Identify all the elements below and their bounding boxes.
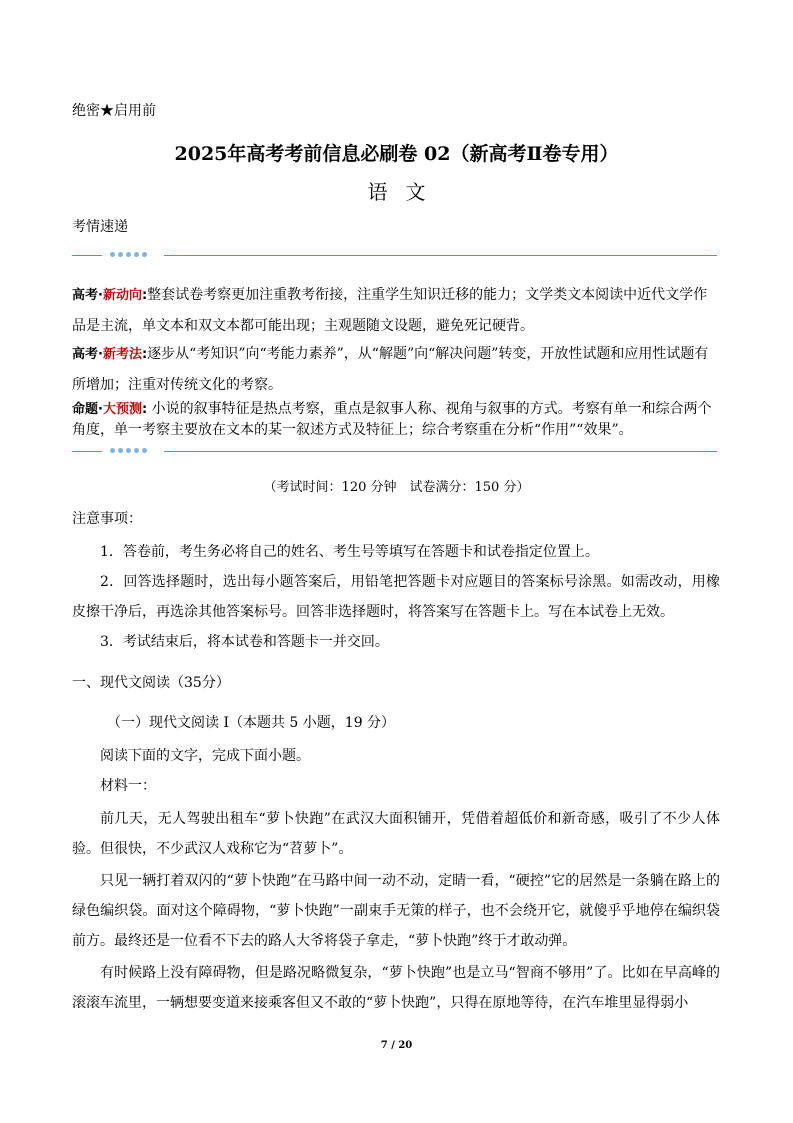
reading-instruction: 阅读下面的文字，完成下面小题。	[100, 748, 310, 764]
material-paragraph-1: 前几天，无人驾驶出租车“萝卜快跑”在武汉大面积铺开，凭借着超低价和新奇感，吸引了不少人体验。但很快，不少武汉人戏称它为“苕萝卜”。	[72, 811, 720, 857]
page-number: 7 / 20	[380, 1040, 413, 1051]
divider-top	[72, 250, 717, 262]
material-label: 材料一：	[100, 778, 156, 794]
notice-item-2: 2．回答选择题时，选出每小题答案后，用铅笔把答题卡对应题目的答案标号涂黑。如需改动，用橡皮擦干净后，再选涂其他答案标号。回答非选择题时，将答案写在答题卡上。写在本试卷上无效。	[72, 574, 720, 620]
paper-title: 2025年高考考前信息必刷卷 02（新高考Ⅱ卷专用）	[174, 143, 619, 165]
subsection-title: （一）现代文阅读 I（本题共 5 小题，19 分）	[107, 715, 396, 731]
kaoqing-heading: 考情速递	[72, 219, 128, 235]
kaoqing-item-2: 高考·新考法:逐步从“考知识”向“考能力素养”，从“解题”向“解决问题”转变，开放性试题和应用性试题有所增加；注重对传统文化的考察。	[72, 346, 709, 393]
kaoqing-item-3: 命题·大预测: 小说的叙事特征是热点考察，重点是叙事人称、视角与叙事的方式。考察有单一和综合两个角度，单一考察主要放在文本的某一叙述方式及特征上；综合考察重在分析“作用”“效果”。	[72, 401, 712, 438]
notice-heading: 注意事项：	[72, 511, 142, 527]
divider-bottom	[72, 446, 717, 458]
material-paragraph-3: 有时候路上没有障碍物，但是路况略微复杂，“萝卜快跑”也是立马“智商不够用”了。比如在早高峰的滚滚车流里，一辆想要变道来接乘客但又不敢的“萝卜快跑”，只得在原地等待，在汽车堆里显得弱小	[72, 965, 720, 1011]
notice-item-3: 3．考试结束后，将本试卷和答题卡一并交回。	[100, 634, 389, 650]
notice-item-1: 1．答卷前，考生务必将自己的姓名、考生号等填写在答题卡和试卷指定位置上。	[100, 544, 599, 560]
exam-info: （考试时间：120 分钟 试卷满分：150 分）	[263, 480, 530, 495]
section-title: 一、现代文阅读（35分）	[72, 675, 230, 691]
kaoqing-item-1: 高考·新动向:整套试卷考察更加注重教考衔接，注重学生知识迁移的能力；文学类文本阅读中近代文学作品是主流，单文本和双文本都可能出现；主观题随文设题，避免死记硬背。	[72, 287, 708, 334]
confidential-mark: 绝密★启用前	[72, 103, 156, 119]
subject-title: 语文	[367, 180, 444, 204]
material-paragraph-2: 只见一辆打着双闪的“萝卜快跑”在马路中间一动不动，定睛一看，“硬控”它的居然是一条躺在路上的绿色编织袋。面对这个障碍物，“萝卜快跑”一副束手无策的样子，也不会绕开它，就傻乎乎地停在编织袋前方。最终还是一位看不下去的路人大爷将袋子拿走，“萝卜快跑”终于才敢动弹。	[72, 873, 720, 949]
